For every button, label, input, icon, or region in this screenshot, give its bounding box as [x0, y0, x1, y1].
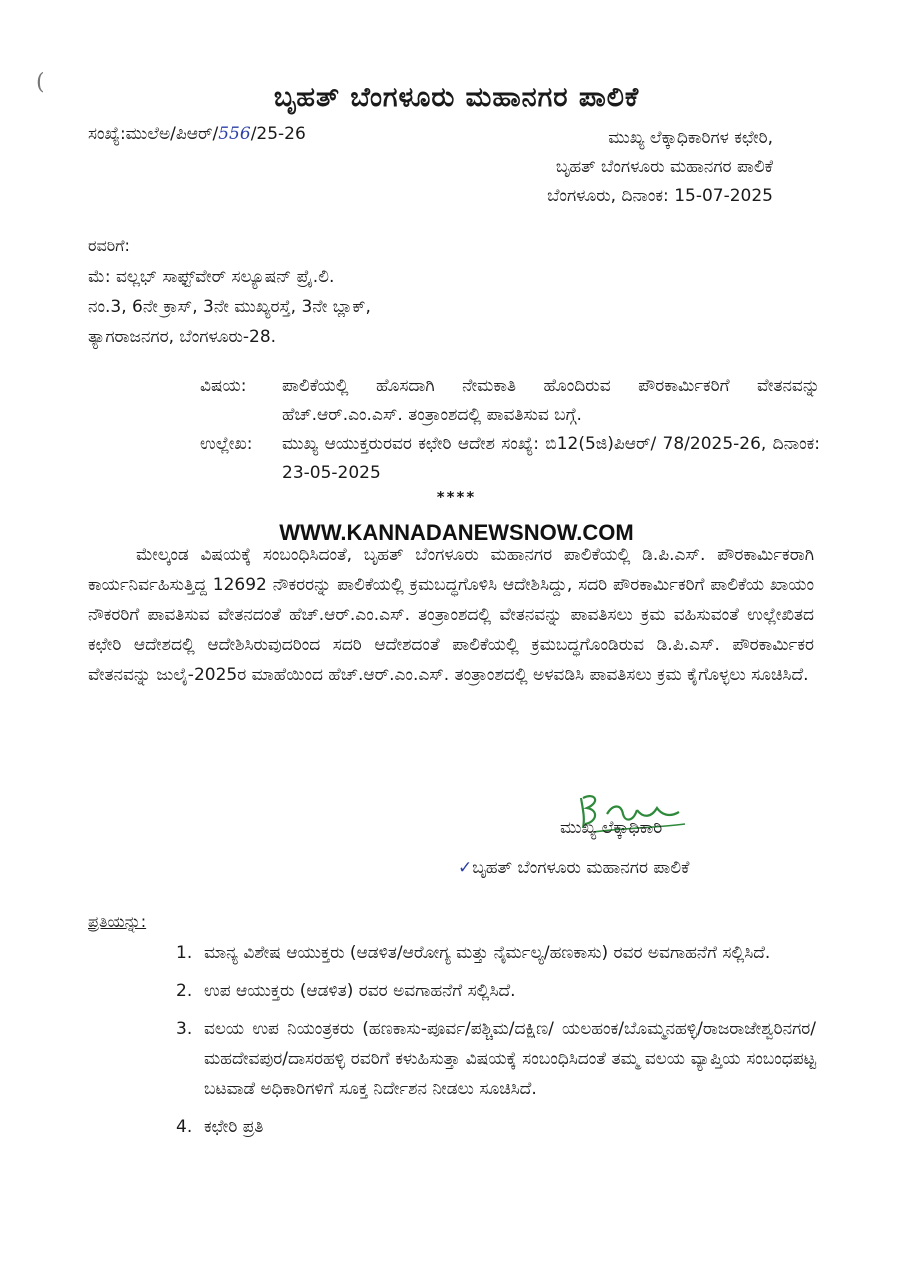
separator: **** [436, 488, 477, 506]
recipient-line: ನಂ.3, 6ನೇ ಕ್ರಾಸ್, 3ನೇ ಮುಖ್ಯರಸ್ತೆ, 3ನೇ ಬ್ಲಾಕ್, [88, 297, 371, 317]
list-item-text: ಕಛೇರಿ ಪ್ರತಿ [204, 1117, 264, 1137]
list-item-text: ಉಪ ಆಯುಕ್ತರು (ಆಡಳಿತ) ರವರ ಅವಗಾಹನೆಗೆ ಸಲ್ಲಿಸಿದೆ. [204, 981, 516, 1001]
body-paragraph: ಮೇಲ್ಕಂಡ ವಿಷಯಕ್ಕೆ ಸಂಬಂಧಿಸಿದಂತೆ, ಬೃಹತ್ ಬೆಂಗಳೂರು ಮಹಾನಗರ ಪಾಲಿಕೆಯಲ್ಲಿ ಡಿ.ಪಿ.ಎಸ್. ಪೌರಕಾರ್ಮಿಕರಾಗಿ ಕಾರ್ಯನಿರ್ವಹಿಸುತ್ತಿದ್ದ 12692 ನೌಕರರನ್ನು ಪಾಲಿಕೆಯಲ್ಲಿ ಕ್ರಮಬದ್ಧಗೊಳಿಸಿ ಆದೇಶಿಸಿದ್ದು, ಸದರಿ ಪೌರಕಾರ್ಮಿಕರಿಗೆ ಪಾಲಿಕೆಯ ಖಾಯಂ ನೌಕರರಿಗೆ ಪಾವತಿಸುವ ವೇತನದಂತೆ ಹೆಚ್.ಆರ್.ಎಂ.ಎಸ್. ತಂತ್ರಾಂಶದಲ್ಲಿ ವೇತನವನ್ನು ಪಾವತಿಸಲು ಕ್ರಮ ವಹಿಸುವಂತೆ ಉಲ್ಲೇಖಿತದ ಕಛೇರಿ ಆದೇಶದಲ್ಲಿ ಆದೇಶಿಸಿರುವುದರಿಂದ ಸದರಿ ಆದೇಶದಂತೆ ಪಾಲಿಕೆಯಲ್ಲಿ ಕ್ರಮಬದ್ಧಗೊಂಡಿರುವ ಡಿ.ಪಿ.ಎಸ್. ಪೌರಕಾರ್ಮಿಕರ ವೇತನವನ್ನು ಜುಲೈ-2025ರ ಮಾಹೆಯಿಂದ ಹೆಚ್.ಆರ್.ಎಂ.ಎಸ್. ತಂತ್ರಾಂಶದಲ್ಲಿ ಅಳವಡಿಸಿ ಪಾವತಿಸಲು ಕ್ರಮ ಕೈಗೊಳ್ಳಲು ಸೂಚಿಸಿದೆ. [88, 545, 814, 685]
list-item-text: ವಲಯ ಉಪ ನಿಯಂತ್ರಕರು (ಹಣಕಾಸು-ಪೂರ್ವ/ಪಶ್ಚಿಮ/ದಕ್ಷಿಣ/ ಯಲಹಂಕ/ಬೊಮ್ಮನಹಳ್ಳಿ/ರಾಜರಾಜೇಶ್ವರಿನಗರ/ಮಹದೇವಪುರ/ದಾಸರಹಳ್ಳಿ ರವರಿಗೆ ಕಳುಹಿಸುತ್ತಾ ವಿಷಯಕ್ಕೆ ಸಂಬಂಧಿಸಿದಂತೆ ತಮ್ಮ ವಲಯ ವ್ಯಾಪ್ತಿಯ ಸಂಬಂಧಪಟ್ಟ ಬಟವಾಡೆ ಅಧಿಕಾರಿಗಳಿಗೆ ಸೂಕ್ತ ನಿರ್ದೇಶನ ನೀಡಲು ಸೂಚಿಸಿದೆ. [204, 1019, 816, 1099]
reference-text: ಮುಖ್ಯ ಆಯುಕ್ತರುರವರ ಕಛೇರಿ ಆದೇಶ ಸಂಖ್ಯೆ: ಬಿ12(5ಜಿ)ಪಿಆರ್/ 78/2025-26, ದಿನಾಂಕ: 23-05-2025 [282, 434, 820, 483]
office-line: ಬೃಹತ್ ಬೆಂಗಳೂರು ಮಹಾನಗರ ಪಾಲಿಕೆ [555, 157, 773, 177]
recipient-line: ಮೆ: ವಲ್ಲಭ್ ಸಾಫ್ಟ್‌ವೇರ್ ಸಲ್ಯೂಷನ್ ಪ್ರೈ.ಲಿ. [88, 267, 335, 287]
ref-suffix: /25-26 [250, 124, 306, 144]
ref-prefix: ಸಂಖ್ಯೆ:ಮುಲೆಅ/ಪಿಆರ್/ [88, 124, 219, 144]
signatory-org-text: ಬೃಹತ್ ಬೆಂಗಳೂರು ಮಹಾನಗರ ಪಾಲಿಕೆ [472, 858, 690, 878]
recipient-line: ತ್ಯಾಗರಾಜನಗರ, ಬೆಂಗಳೂರು-28. [88, 327, 277, 347]
list-item-number: 1. [176, 943, 193, 963]
list-item-number: 3. [176, 1019, 193, 1039]
list-item [176, 1014, 816, 1104]
letterhead-title: ಬೃಹತ್ ಬೆಂಗಳೂರು ಮಹಾನಗರ ಪಾಲಿಕೆ [273, 82, 640, 113]
office-date: ಬೆಂಗಳೂರು, ದಿನಾಂಕ: 15-07-2025 [547, 186, 773, 206]
watermark-text: WWW.KANNADANEWSNOW.COM [279, 520, 634, 545]
list-item [176, 976, 816, 1006]
list-item-number: 4. [176, 1117, 193, 1137]
list-item-number: 2. [176, 981, 193, 1001]
margin-mark: ( [36, 70, 45, 95]
tick-mark: ✓ [458, 858, 473, 878]
list-item-text: ಮಾನ್ಯ ವಿಶೇಷ ಆಯುಕ್ತರು (ಆಡಳಿತ/ಆರೋಗ್ಯ ಮತ್ತು ನೈರ್ಮಲ್ಯ/ಹಣಕಾಸು) ರವರ ಅವಗಾಹನೆಗೆ ಸಲ್ಲಿಸಿದೆ. [204, 943, 771, 963]
list-item [176, 938, 816, 968]
list-item [176, 1112, 816, 1142]
signatory-organisation [458, 858, 689, 878]
ref-handwritten-number: 556 [218, 124, 251, 144]
subject-text: ಪಾಲಿಕೆಯಲ್ಲಿ ಹೊಸದಾಗಿ ನೇಮಕಾತಿ ಹೊಂದಿರುವ ಪೌರಕಾರ್ಮಿಕರಿಗೆ ವೇತನವನ್ನು ಹೆಚ್.ಆರ್.ಎಂ.ಎಸ್. ತಂತ್ರಾಂಶದಲ್ಲಿ ಪಾವತಿಸುವ ಬಗ್ಗೆ. [282, 376, 820, 425]
subject-block [200, 372, 820, 488]
recipient-address [88, 262, 371, 352]
copies-label: ಪ್ರತಿಯನ್ನು: [88, 912, 147, 931]
reference-number [88, 124, 306, 144]
recipient-label: ರವರಿಗೆ: [88, 236, 130, 255]
signatory-title: ಮುಖ್ಯ ಲೆಕ್ಕಾಧಿಕಾರಿ [560, 818, 663, 838]
reference-label: ಉಲ್ಲೇಖ: [200, 434, 253, 454]
copies-list [176, 938, 816, 1150]
office-line: ಮುಖ್ಯ ಲೆಕ್ಕಾಧಿಕಾರಿಗಳ ಕಛೇರಿ, [608, 128, 773, 148]
office-address [443, 124, 773, 211]
subject-label: ವಿಷಯ: [200, 376, 247, 396]
